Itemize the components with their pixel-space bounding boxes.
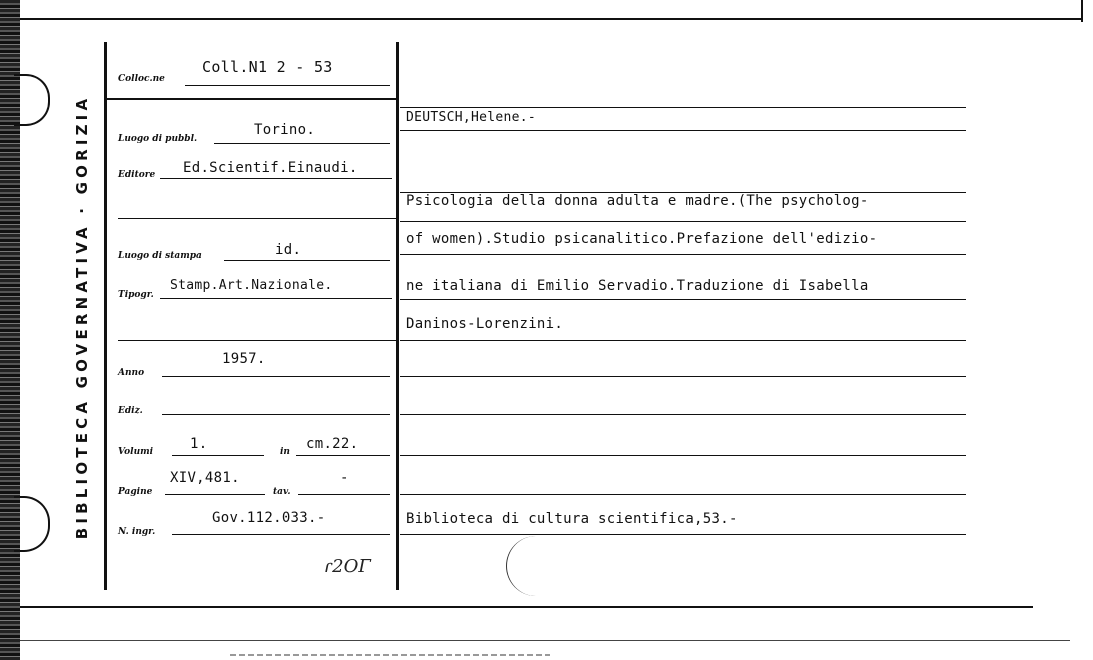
pagine-underline <box>165 494 265 495</box>
divider-tipogr <box>118 340 396 341</box>
luogo-stampa-underline <box>224 260 390 261</box>
volumi-in-value: cm.22. <box>306 436 359 452</box>
anno-value: 1957. <box>222 351 266 367</box>
title-line-1: Psicologia della donna adulta e madre.(The psycholog- <box>406 193 869 209</box>
tipogr-underline <box>160 298 392 299</box>
luogo-stampa-label: Luogo di stampa <box>118 251 202 261</box>
tipogr-label: Tipogr. <box>118 290 154 300</box>
colloc-label: Colloc.ne <box>118 74 165 84</box>
divider-editore <box>118 218 396 219</box>
right-rule-12 <box>400 534 966 535</box>
editore-value: Ed.Scientif.Einaudi. <box>183 160 358 176</box>
anno-underline <box>162 376 390 377</box>
right-rule-9 <box>400 414 966 415</box>
library-spine-label: BIBLIOTECA GOVERNATIVA · GORIZIA <box>73 94 91 540</box>
editore-label: Editore <box>118 170 156 180</box>
ediz-label: Ediz. <box>118 406 143 416</box>
punch-hole-bottom <box>14 496 50 552</box>
card-bottom-border <box>20 606 1033 608</box>
ingresso-label: N. ingr. <box>118 527 156 537</box>
punch-hole-top <box>14 74 50 126</box>
ingresso-underline <box>172 534 390 535</box>
editore-underline <box>160 178 392 179</box>
right-rule-11 <box>400 494 966 495</box>
volumi-label: Volumi <box>118 447 154 457</box>
right-rule-1 <box>400 107 966 108</box>
handwritten-note: ɾ2OΓ <box>324 556 371 577</box>
colloc-underline <box>185 85 390 86</box>
card-right-notch <box>1081 0 1083 22</box>
luogo-pubbl-underline <box>214 143 390 144</box>
right-rule-6 <box>400 299 966 300</box>
title-line-3: ne italiana di Emilio Servadio.Traduzione di Isabella <box>406 278 869 294</box>
luogo-pubbl-label: Luogo di pubbl. <box>118 134 198 144</box>
title-line-4: Daninos-Lorenzini. <box>406 316 564 332</box>
right-rule-8 <box>400 376 966 377</box>
card-top-border <box>20 18 1083 20</box>
pagine-label: Pagine <box>118 487 153 497</box>
right-rule-2 <box>400 130 966 131</box>
volumi-value: 1. <box>190 436 208 452</box>
right-rule-5 <box>400 254 966 255</box>
anno-label: Anno <box>118 368 145 378</box>
middle-vertical-rule <box>396 42 399 590</box>
volumi-in-label: in <box>280 447 290 457</box>
tav-value: - <box>340 470 349 486</box>
scan-artifact <box>230 654 550 656</box>
divider-colloc <box>106 98 398 100</box>
tav-label: tav. <box>273 487 291 497</box>
right-rule-7 <box>400 340 966 341</box>
luogo-pubbl-value: Torino. <box>254 122 316 138</box>
author-heading: DEUTSCH,Helene.- <box>406 110 537 125</box>
left-vertical-rule <box>104 42 107 590</box>
series-statement: Biblioteca di cultura scientifica,53.- <box>406 511 738 527</box>
ingresso-value: Gov.112.033.- <box>212 510 326 526</box>
volumi-underline <box>172 455 264 456</box>
ediz-underline <box>162 414 390 415</box>
tipogr-value: Stamp.Art.Nazionale. <box>170 278 333 293</box>
title-line-2: of women).Studio psicanalitico.Prefazione dell'edizio- <box>406 231 878 247</box>
pagine-value: XIV,481. <box>170 470 240 486</box>
colloc-value: Coll.N1 2 - 53 <box>202 58 333 76</box>
card-lower-edge <box>20 640 1070 641</box>
right-rule-4 <box>400 221 966 222</box>
pencil-arc-mark <box>506 536 537 596</box>
right-rule-10 <box>400 455 966 456</box>
luogo-stampa-value: id. <box>275 242 302 258</box>
volumi-in-underline <box>296 455 390 456</box>
tav-underline <box>298 494 390 495</box>
